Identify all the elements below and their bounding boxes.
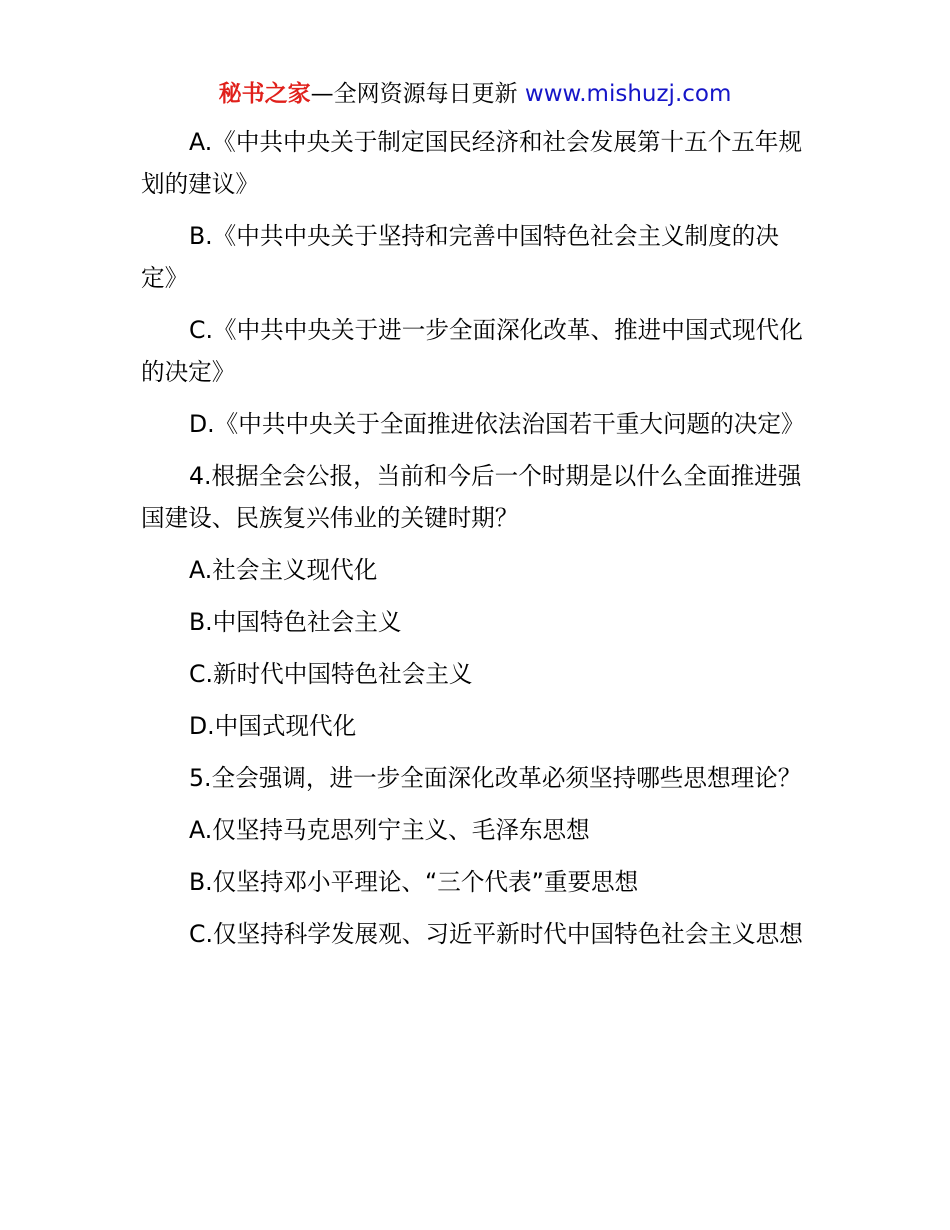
header-tagline: —全网资源每日更新 [310, 81, 518, 107]
option-c-q5: C.仅坚持科学发展观、习近平新时代中国特色社会主义思想 [189, 920, 803, 948]
option-b-q4: B.中国特色社会主义 [189, 608, 402, 636]
option-a-q4: A.社会主义现代化 [189, 556, 378, 584]
option-c-q3: C.《中共中央关于进一步全面深化改革、推进中国式现代化的决定》 [141, 316, 803, 386]
option-a-q3: A.《中共中央关于制定国民经济和社会发展第十五个五年规划的建议》 [141, 128, 803, 198]
option-a-q5: A.仅坚持马克思列宁主义、毛泽东思想 [189, 816, 590, 844]
option-d-q3: D.《中共中央关于全面推进依法治国若干重大问题的决定》 [189, 410, 805, 438]
site-url-link[interactable]: www.mishuzj.com [524, 81, 732, 107]
question-5: 5.全会强调，进一步全面深化改革必须坚持哪些思想理论？ [189, 764, 802, 792]
question-4: 4.根据全会公报，当前和今后一个时期是以什么全面推进强国建设、民族复兴伟业的关键时期？ [141, 462, 802, 532]
page-header [0, 78, 950, 110]
option-c-q4: C.新时代中国特色社会主义 [189, 660, 473, 688]
option-b-q3: B.《中共中央关于坚持和完善中国特色社会主义制度的决定》 [141, 222, 779, 292]
document-body [141, 121, 813, 965]
option-b-q5: B.仅坚持邓小平理论、“三个代表”重要思想 [189, 868, 639, 896]
option-d-q4: D.中国式现代化 [189, 712, 357, 740]
brand-name: 秘书之家 [218, 81, 311, 107]
